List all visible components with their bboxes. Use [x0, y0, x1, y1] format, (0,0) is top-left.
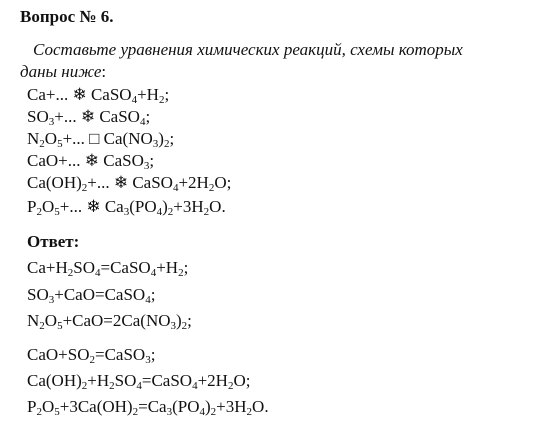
subscript: 2 — [167, 206, 174, 218]
subscript: 3 — [143, 160, 150, 172]
subscript: 2 — [227, 380, 234, 392]
scheme-5 — [27, 172, 231, 194]
scheme-2 — [27, 106, 150, 128]
formula-text: +... □ Ca(NO — [62, 129, 153, 148]
answer-4 — [27, 344, 155, 366]
subscript: 2 — [67, 267, 74, 279]
answer-2 — [27, 284, 155, 306]
task-text-line-2-wrap — [20, 61, 106, 83]
subscript: 3 — [166, 406, 173, 418]
subscript: 5 — [57, 320, 63, 332]
formula-text: Ca(OH) — [27, 371, 82, 390]
formula-text: =CaSO — [100, 258, 151, 277]
formula-text: ; — [145, 107, 151, 126]
subscript: 2 — [246, 406, 253, 418]
subscript: 5 — [54, 406, 60, 418]
formula-text: +3H — [216, 397, 247, 416]
formula-text: +H — [87, 371, 110, 390]
subscript: 3 — [48, 294, 55, 306]
formula-text: ; — [149, 151, 155, 170]
formula-text: ) — [158, 129, 164, 148]
formula-text: =CaSO — [94, 345, 146, 364]
subscript: 2 — [203, 206, 210, 218]
formula-text: ) — [162, 197, 168, 216]
subscript: 4 — [172, 182, 179, 194]
formula-text: ; — [150, 285, 156, 304]
subscript: 4 — [131, 94, 138, 106]
formula-text: SO — [73, 258, 95, 277]
formula-text: ) — [205, 397, 211, 416]
subscript: 3 — [145, 354, 151, 366]
formula-text: CaO+... ❄ CaSO — [27, 151, 144, 170]
subscript: 4 — [156, 206, 163, 218]
formula-text: O — [44, 311, 58, 330]
formula-text: +... ❄ CaSO — [54, 107, 140, 126]
formula-text: (PO — [172, 397, 200, 416]
formula-text: +... ❄ Ca — [59, 197, 124, 216]
subscript: 3 — [170, 320, 176, 332]
scheme-6 — [27, 196, 226, 218]
formula-text: +2H — [197, 371, 228, 390]
answer-5 — [27, 370, 250, 392]
formula-text: +H — [156, 258, 179, 277]
subscript: 3 — [48, 116, 55, 128]
formula-text: ; — [150, 345, 156, 364]
subscript: 5 — [54, 206, 60, 218]
formula-text: Ca+H — [27, 258, 68, 277]
formula-text: O — [44, 129, 58, 148]
formula-text: ; — [164, 85, 170, 104]
answer-3 — [27, 310, 192, 332]
formula-text: =Ca — [138, 397, 167, 416]
subscript: 2 — [210, 406, 217, 418]
formula-text: ; — [183, 258, 189, 277]
subscript: 2 — [89, 354, 95, 366]
formula-text: O; — [214, 173, 232, 192]
formula-text: O. — [252, 397, 269, 416]
formula-text: +CaO=2Ca(NO — [62, 311, 171, 330]
subscript: 3 — [152, 138, 159, 150]
formula-text: N — [27, 311, 40, 330]
subscript: 2 — [163, 138, 170, 150]
subscript: 2 — [39, 138, 45, 150]
answer-title: Ответ: — [27, 232, 80, 251]
formula-text: N — [27, 129, 40, 148]
formula-text: +... ❄ CaSO — [87, 173, 173, 192]
formula-text: ; — [187, 311, 192, 330]
formula-text: ; — [169, 129, 175, 148]
subscript: 4 — [136, 380, 142, 392]
scheme-4 — [27, 150, 154, 172]
formula-text: +H — [137, 85, 159, 104]
formula-text: O; — [233, 371, 251, 390]
formula-text: CaO+SO — [27, 345, 90, 364]
subscript: 2 — [109, 380, 115, 392]
formula-text: SO — [27, 285, 49, 304]
formula-text: +2H — [178, 173, 209, 192]
formula-text: SO — [27, 107, 49, 126]
formula-text: ) — [176, 311, 182, 330]
subscript: 4 — [94, 267, 101, 279]
subscript: 2 — [158, 94, 165, 106]
scheme-3 — [27, 128, 174, 150]
subscript: 2 — [36, 406, 42, 418]
answer-1 — [27, 257, 188, 279]
formula-text: P — [27, 197, 37, 216]
subscript: 2 — [36, 206, 42, 218]
subscript: 2 — [208, 182, 215, 194]
answer-6 — [27, 396, 269, 418]
formula-text: Ca+... ❄ CaSO — [27, 85, 132, 104]
formula-text: +3H — [173, 197, 204, 216]
subscript: 2 — [81, 380, 88, 392]
formula-text: (PO — [129, 197, 157, 216]
subscript: 2 — [81, 182, 88, 194]
subscript: 4 — [150, 267, 157, 279]
formula-text: O — [41, 197, 55, 216]
subscript: 4 — [145, 294, 151, 306]
task-text-line-2: даны ниже — [20, 62, 102, 81]
subscript: 2 — [132, 406, 139, 418]
task-text-line-1: Составьте уравнения химических реакций, схемы которых — [33, 40, 463, 59]
formula-text: +CaO=CaSO — [54, 285, 146, 304]
subscript: 2 — [181, 320, 188, 332]
scheme-1 — [27, 84, 169, 106]
question-title: Вопрос № 6. — [20, 7, 114, 26]
subscript: 5 — [57, 138, 63, 150]
subscript: 2 — [39, 320, 45, 332]
subscript: 3 — [123, 206, 130, 218]
formula-text: Ca(OH) — [27, 173, 82, 192]
formula-text: +3Ca(OH) — [59, 397, 133, 416]
subscript: 4 — [192, 380, 198, 392]
subscript: 2 — [178, 267, 184, 279]
task-colon: : — [101, 62, 107, 81]
formula-text: O. — [209, 197, 226, 216]
subscript: 4 — [139, 116, 146, 128]
formula-text: SO — [114, 371, 137, 390]
formula-text: =CaSO — [141, 371, 193, 390]
subscript: 4 — [199, 406, 205, 418]
formula-text: P — [27, 397, 37, 416]
formula-text: O — [41, 397, 55, 416]
